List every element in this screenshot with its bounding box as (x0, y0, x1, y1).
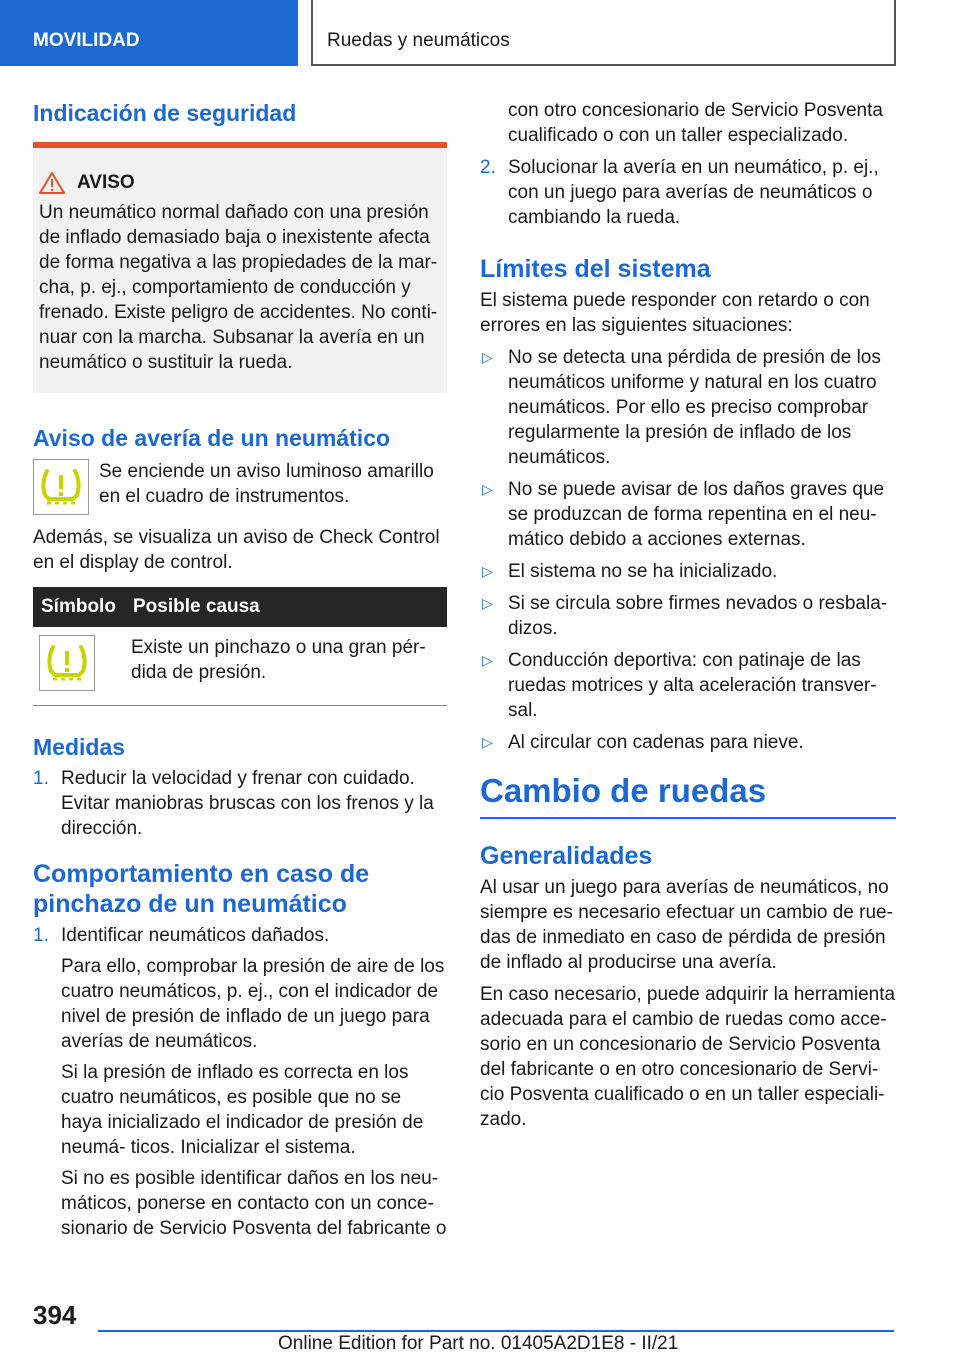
steps-continued-list (480, 155, 896, 230)
list-item (480, 648, 896, 723)
bullet-triangle-icon: ▷ (482, 563, 493, 579)
list-item (33, 766, 447, 841)
section-tab: MOVILIDAD (0, 0, 298, 66)
puncture-heading: Comportamiento en caso de pinchazo de un neumático (33, 860, 370, 918)
step-text: Identificar neumáticos dañados. (61, 925, 330, 946)
page-header (0, 0, 960, 66)
bullet-triangle-icon: ▷ (482, 481, 493, 497)
safety-heading: Indicación de seguridad (33, 100, 297, 126)
step-number: 1. (33, 768, 49, 789)
tpms-warning-icon (33, 459, 89, 515)
measures-list (33, 766, 447, 841)
warning-title: AVISO (77, 172, 135, 193)
list-item-text: Conducción deportiva: con patinaje de las ruedas motrices y alta aceleración transver- sal. (508, 650, 877, 721)
step-text: Reducir la velocidad y frenar con cuidado. Evitar maniobras bruscas con los frenos y la dirección. (61, 768, 434, 839)
list-item-text: No se detecta una pérdida de presión de los neumáticos uniforme y natural en los cuatro neumáticos. Por ello es preciso comprobar regularmente la presión de inflado de los neumáticos. (508, 347, 881, 468)
step-paragraph: Si la presión de inflado es correcta en los cuatro neumáticos, es posible que no se haya inicializado el indicador de presión de neumá- ticos. Inicializar el sistema. (61, 1062, 424, 1158)
flat-warning-row (33, 459, 447, 515)
step-text: Solucionar la avería en un neumático, p. ej., con un juego para averías de neumáticos o cambiando la rueda. (508, 157, 879, 228)
list-item (480, 345, 896, 470)
list-item (480, 559, 896, 584)
left-column (33, 98, 447, 1253)
puncture-steps-list (33, 923, 447, 1241)
list-item-text: Al circular con cadenas para nieve. (508, 732, 804, 753)
general-paragraph: En caso necesario, puede adquirir la herramienta adecuada para el cambio de ruedas como acce- sorio en un concesionario de Servicio Posventa del fabricante o en otro concesionario de Servi- cio Posventa cualificado o en un taller especiali- zado. (480, 984, 896, 1130)
warning-title-row (39, 172, 441, 194)
step-number: 2. (480, 157, 496, 178)
bullet-triangle-icon: ▷ (482, 734, 493, 750)
flat-warning-heading: Aviso de avería de un neumático (33, 425, 391, 451)
flat-warning-text: Se enciende un aviso luminoso amarillo en el cuadro de instrumentos. (99, 461, 434, 507)
table-header-symbol: Símbolo (33, 587, 125, 627)
step-paragraph: Para ello, comprobar la presión de aire de los cuatro neumáticos, p. ej., con el indicador de nivel de presión de inflado de un juego para averías de neumáticos. (61, 956, 445, 1052)
table-header-row (33, 587, 447, 627)
measures-heading: Medidas (33, 734, 126, 760)
list-item (480, 591, 896, 641)
chapter-heading: Cambio de ruedas (480, 771, 896, 819)
page-number: 394 (33, 1300, 77, 1330)
step-paragraph: Si no es posible identificar daños en los neu- máticos, ponerse en contacto con un conce- sionario de Servicio Posventa del fabricante o (61, 1168, 447, 1239)
step-number: 1. (33, 925, 49, 946)
edition-note: Online Edition for Part no. 01405A2D1E8 - II/21 (278, 1333, 679, 1354)
limits-intro: El sistema puede responder con retardo o con errores en las siguientes situaciones: (480, 290, 870, 336)
list-item (480, 477, 896, 552)
footer-divider (98, 1330, 894, 1332)
list-item (480, 155, 896, 230)
limits-list (480, 345, 896, 755)
general-heading: Generalidades (480, 842, 653, 870)
right-column (480, 98, 896, 1139)
list-item-text: No se puede avisar de los daños graves que se produzcan de forma repentina en el neu- mático debido a acciones externas. (508, 479, 885, 550)
chapter-title: Ruedas y neumáticos (311, 0, 896, 66)
table-cell-symbol (33, 627, 125, 706)
warning-body: Un neumático normal dañado con una presión de inflado demasiado baja o inexistente afecta de forma negativa a las propiedades de la mar- cha, p. ej., comportamiento de conducción y frenado. Existe peligro de accidentes. No conti- nuar con la marcha. Subsanar la avería en un neumático o sustituir la rueda. (39, 202, 438, 373)
bullet-triangle-icon: ▷ (482, 595, 493, 611)
tpms-warning-icon (39, 635, 95, 691)
bullet-triangle-icon: ▷ (482, 652, 493, 668)
general-paragraph: Al usar un juego para averías de neumáticos, no siempre es necesario efectuar un cambio de rue- das de inmediato en caso de pérdida de presión de inflado al producirse una avería. (480, 877, 893, 973)
continued-text: con otro concesionario de Servicio Posventa cualificado o con un taller especializado. (508, 100, 883, 146)
list-item-text: El sistema no se ha inicializado. (508, 561, 778, 582)
list-item (480, 730, 896, 755)
table-cell-cause: Existe un pinchazo o una gran pér- dida de presión. (125, 627, 447, 706)
warning-triangle-icon (39, 172, 65, 194)
bullet-triangle-icon: ▷ (482, 349, 493, 365)
warning-box (33, 142, 447, 393)
limits-heading: Límites del sistema (480, 255, 711, 283)
list-item (33, 923, 447, 1241)
check-control-text: Además, se visualiza un aviso de Check Control en el display de control. (33, 527, 440, 573)
table-row (33, 627, 447, 706)
table-header-cause: Posible causa (125, 587, 447, 627)
symbol-table (33, 587, 447, 706)
list-item-text: Si se circula sobre firmes nevados o resbala- dizos. (508, 593, 888, 639)
